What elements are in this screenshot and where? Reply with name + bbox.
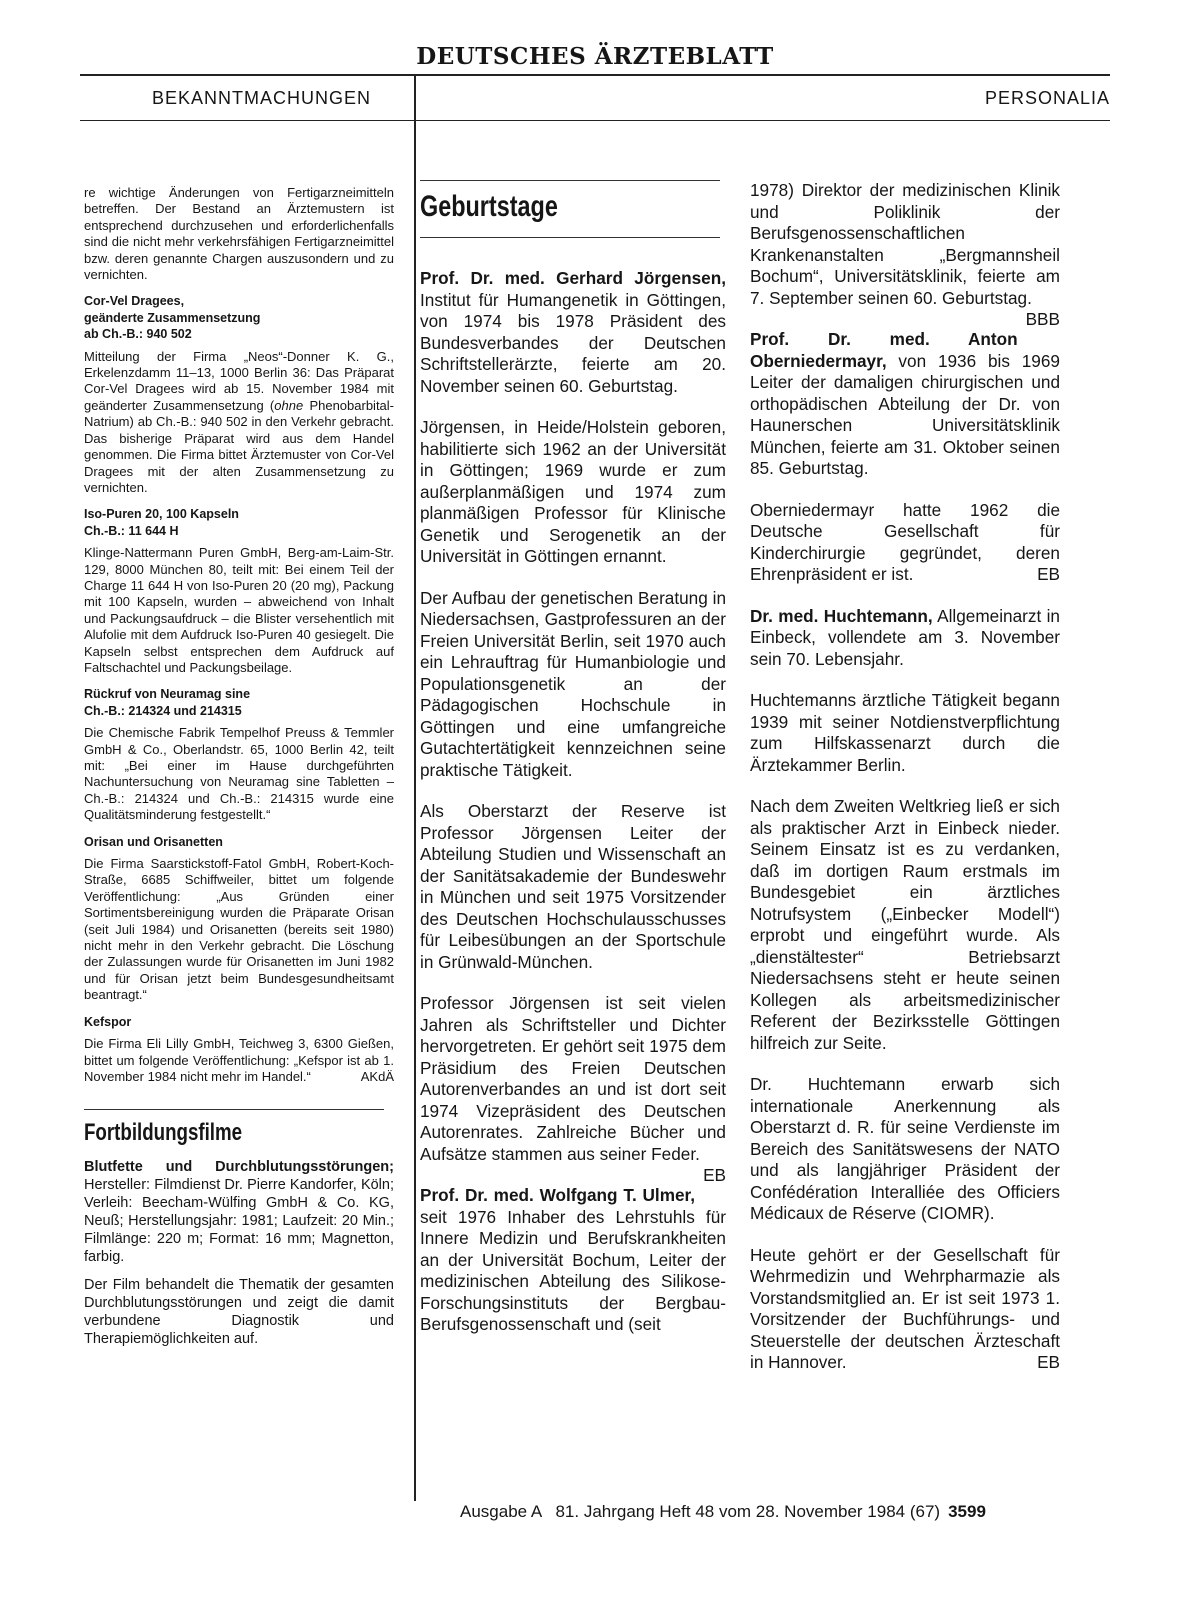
signature: AKdÄ	[360, 1068, 394, 1084]
section-label-right: PERSONALIA	[984, 88, 1110, 108]
page-number: 3599	[948, 1502, 986, 1521]
section-title-birthdays: Geburtstage	[420, 190, 558, 223]
film-entry: Blutfette und Durchblutungsstörungen; Hersteller: Filmdienst Dr. Pierre Kandorfer, Köln; Verleih: Beecham-Wülfing GmbH & Co. KG, Neuß; Herstellungsjahr: 1981; Laufzeit: 20 Min.; Filmlänge: 220 m; Format: 16 mm; Magnetton, farbig.	[84, 1159, 394, 1266]
birthday-entry-ulmer: Prof. Dr. med. Wolfgang T. Ulmer, seit 1976 Inhaber des Lehrstuhls für Innere Medizin und Berufskrankheiten an der Universität Bochum, Leiter der medizinischen Abteilung des Silikose-Forschungsinstituts der Bergbau-Berufsgenossenschaft und (seit	[420, 1185, 726, 1334]
masthead: DEUTSCHES ÄRZTEBLATT	[416, 43, 774, 70]
birthday-entry-oberniedermayr: Prof. Dr. med. Anton Oberniedermayr, von 1936 bis 1969 Leiter der damaligen chirurgischen und orthopädischen Abteilung der Dr. von Haunerschen Universitätsklinik München, feierte am 31. Oktober seinen 85. Geburtstag.	[750, 329, 1060, 478]
notice-body-kefspor: Die Firma Eli Lilly GmbH, Teichweg 3, 6300 Gießen, bittet um folgende Veröffentlichung: „Kefspor ist ab 1. November 1984 nicht mehr im Handel.“ AKdÄ	[84, 1036, 394, 1084]
section-label-left: BEKANNTMACHUNGEN	[152, 88, 372, 108]
section-rule	[80, 120, 1110, 121]
notice-body-neuramag: Die Chemische Fabrik Tempelhof Preuss & Temmler GmbH & Co., Oberlandstr. 65, 1000 Berlin 42, teilt mit: „Bei einer im Hause durchgeführten Nachuntersuchung von Neuramag sine Tabletten – Ch.-B.: 214324 und Ch.-B.: 214315 wurde eine Qualitätsminderung festgestellt.“	[84, 725, 394, 823]
paragraph: Als Oberstarzt der Reserve ist Professor Jörgensen Leiter der Abteilung Studien und Wissenschaft an der Sanitätsakademie der Bundeswehr in München und seit 1975 Vorsitzender des Deutschen Hochschulausschusses für Leibesübungen an der Sportschule in Grünwald-München.	[420, 801, 726, 972]
notice-heading-iso-puren: Iso-Puren 20, 100 Kapseln Ch.-B.: 11 644 H	[84, 507, 239, 538]
intro-paragraph: re wichtige Änderungen von Fertigarzneimitteln betreffen. Der Bestand an Ärztemustern ist entsprechend durchzusehen und erforderlichenfalls sind die nicht mehr verkehrsfähigen Fertigarzneimittel bzw. deren genannte Chargen auszusondern und zu vernichten.	[84, 185, 394, 283]
title-rule-bottom	[420, 237, 720, 238]
right-column	[750, 180, 1060, 1394]
notice-heading-kefspor: Kefspor	[84, 1014, 132, 1029]
paragraph: Oberniedermayr hatte 1962 die Deutsche Gesellschaft für Kinderchirurgie gegründet, deren Ehrenpräsident er ist. EB	[750, 499, 1060, 584]
column-divider	[414, 76, 416, 1501]
paragraph: 1978) Direktor der medizinischen Klinik und Poliklinik der Berufsgenossenschaftlichen Krankenanstalten „Bergmannsheil Bochum“, Universitätsklinik, feierte am 7. September seinen 60. Geburtstag. BBB	[750, 180, 1060, 329]
notice-body-iso-puren: Klinge-Nattermann Puren GmbH, Berg-am-Laim-Str. 129, 8000 München 80, teilt mit: Bei einem Teil der Charge 11 644 H von Iso-Puren 20 (20 mg), Packung mit 100 Kapseln, wurden – abweichend von Inhalt und Packungsaufdruck – die Blister versehentlich mit Alufolie mit dem Aufdruck Iso-Puren 40 gesiegelt. Die Kapseln selbst entsprechen dem Aufdruck auf Faltschachtel und Packungsbeilage.	[84, 545, 394, 675]
signature: EB	[1037, 564, 1060, 584]
paragraph: Der Aufbau der genetischen Beratung in Niedersachsen, Gastprofessuren an der Freien Universität Berlin, seit 1970 auch ein Lehrauftrag für Humanbiologie und Populationsgenetik an der Pädagogischen Hochschule in Göttingen und eine umfangreiche Gutachtertätigkeit kennzeichnen seine praktische Tätigkeit.	[420, 587, 726, 780]
signature: BBB	[1025, 309, 1060, 329]
issue-line: Ausgabe A 81. Jahrgang Heft 48 vom 28. November 1984 (67)	[460, 1502, 941, 1521]
paragraph: Nach dem Zweiten Weltkrieg ließ er sich als praktischer Arzt in Einbeck nieder. Seinem Einsatz ist es zu verdanken, daß im dortigen Raum erstmals im Bundesgebiet ein ärztliches Notrufsystem („Einbecker Modell“) erprobt und eingeführt wurde. Als „dienstältester“ Betriebsarzt Niedersachsens steht er heute seinen Kollegen als arbeitsmedizinischer Referent der Bezirksstelle Göttingen hilfreich zur Seite.	[750, 796, 1060, 1053]
section-divider	[84, 1109, 384, 1110]
birthday-entry-joergensen: Prof. Dr. med. Gerhard Jörgensen, Institut für Humangenetik in Göttingen, von 1974 bis 1978 Präsident des Bundesverbandes der Deutschen Schriftstellerärzte, feierte am 20. November seinen 60. Geburtstag.	[420, 268, 726, 396]
paragraph: Heute gehört er der Gesellschaft für Wehrmedizin und Wehrpharmazie als Vorstandsmitglied an. Er ist seit 1973 1. Vorsitzender der Buchführungs- und Steuerstelle der deutschen Ärzteschaft in Hannover. EB	[750, 1244, 1060, 1372]
signature: EB	[1037, 1352, 1060, 1372]
paragraph: Dr. Huchtemann erwarb sich internationale Anerkennung als Oberstarzt d. R. für seine Verdienste im Bereich des Sanitätswesens der NATO und als langjähriger Präsident der Confédération Interalliée des Officiers Médicaux de Réserve (CIOMR).	[750, 1074, 1060, 1223]
page-footer	[460, 1502, 986, 1522]
signature: EB	[703, 1165, 726, 1185]
middle-column	[420, 180, 726, 1356]
birthday-entry-huchtemann: Dr. med. Huchtemann, Allgemeinarzt in Einbeck, vollendete am 3. November sein 70. Lebensjahr.	[750, 605, 1060, 669]
notice-body-orisan: Die Firma Saarstickstoff-Fatol GmbH, Robert-Koch-Straße, 6685 Schiffweiler, bittet um folgende Veröffentlichung: „Aus Gründen einer Sortimentsbereinigung wurden die Präparate Orisan (seit Juli 1984) und Orisanetten (bereits seit 1980) nicht mehr in den Verkehr gebracht. Die Löschung der Zulassungen wurde für Orisanetten im Juni 1982 und für Orisan jetzt beim Bundesgesundheitsamt beantragt.“	[84, 856, 394, 1003]
notice-heading-cor-vel: Cor-Vel Dragees, geänderte Zusammensetzung ab Ch.-B.: 940 502	[84, 294, 261, 342]
notice-body-cor-vel: Mitteilung der Firma „Neos“-Donner K. G., Erkelenzdamm 11–13, 1000 Berlin 36: Das Präparat Cor-Vel Dragees wird ab 15. November 1984 mit geänderter Zusammensetzung (ohne Phenobarbital-Natrium) ab Ch.-B.: 940 502 in den Verkehr gebracht. Das bisherige Präparat wird aus dem Handel genommen. Die Firma bittet Ärztemuster von Cor-Vel Dragees mit der alten Zusammensetzung zu vernichten.	[84, 348, 394, 495]
header-rule	[80, 74, 1110, 76]
paragraph: Jörgensen, in Heide/Holstein geboren, habilitierte sich 1962 an der Universität in Göttingen; 1969 wurde er zum außerplanmäßigen und 1974 zum planmäßigen Professor für Klinische Genetik und Serogenetik an der Universität in Göttingen ernannt.	[420, 417, 726, 566]
notice-heading-neuramag: Rückruf von Neuramag sine Ch.-B.: 214324 und 214315	[84, 687, 251, 718]
section-title-films: Fortbildungsfilme	[84, 1119, 243, 1147]
paragraph: Professor Jörgensen ist seit vielen Jahren als Schriftsteller und Dichter hervorgetreten. Er gehört seit 1975 dem Präsidium des Freien Deutschen Autorenverbandes an und ist dort seit 1974 Vizepräsident des Deutschen Autorenrates. Zahlreiche Bücher und Aufsätze stammen aus seiner Feder. EB	[420, 993, 726, 1185]
left-column	[84, 185, 394, 1358]
title-rule-top	[420, 180, 720, 181]
notice-heading-orisan: Orisan und Orisanetten	[84, 834, 223, 849]
paragraph: Huchtemanns ärztliche Tätigkeit begann 1939 mit seiner Notdienstverpflichtung zum Hilfskassenarzt durch die Ärztekammer Berlin.	[750, 690, 1060, 775]
film-description: Der Film behandelt die Thematik der gesamten Durchblutungsstörungen und zeigt die damit verbundene Diagnostik und Therapiemöglichkeiten auf.	[84, 1277, 394, 1348]
